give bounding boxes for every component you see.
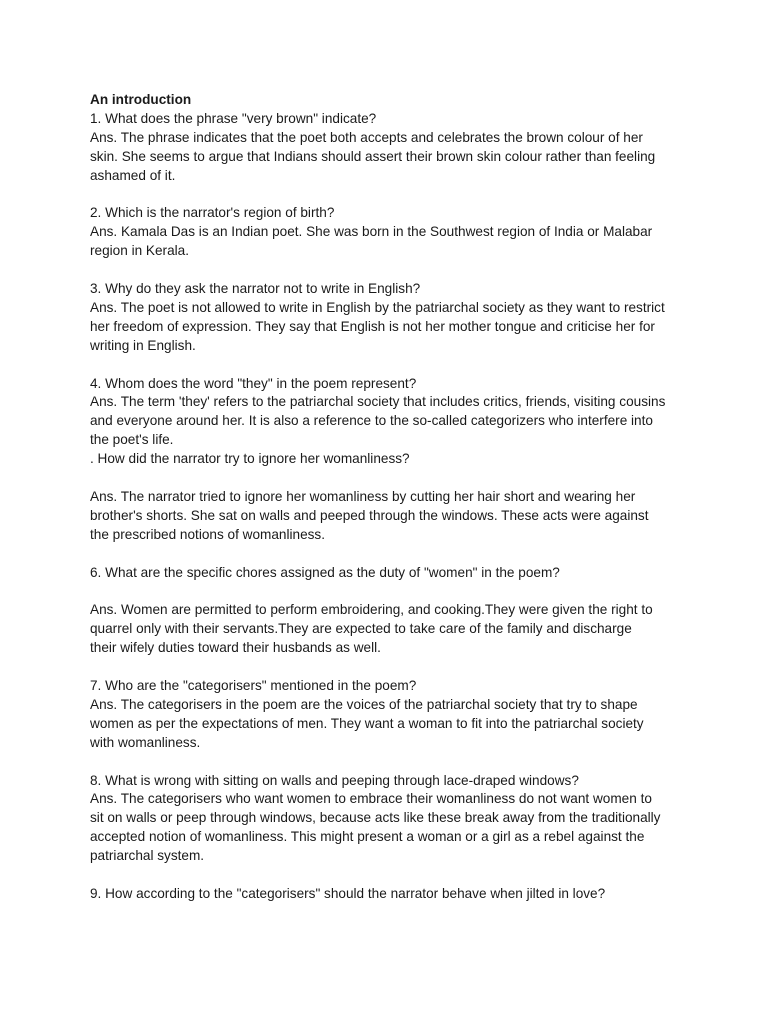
text-line: Ans. The poet is not allowed to write in English by the patriarchal society as they want to restrict (90, 299, 665, 315)
text-line: 7. Who are the "categorisers" mentioned in the poem? (90, 677, 417, 693)
text-line: 8. What is wrong with sitting on walls and peeping through lace-draped windows? (90, 772, 579, 788)
text-line: her freedom of expression. They say that English is not her mother tongue and criticise her for (90, 318, 655, 334)
paragraph-gap (90, 866, 690, 885)
text-line: accepted notion of womanliness. This might present a woman or a girl as a rebel against the (90, 829, 645, 845)
document-page (90, 91, 690, 904)
text-line: with womanliness. (90, 734, 201, 750)
text-line: Ans. Kamala Das is an Indian poet. She was born in the Southwest region of India or Malabar (90, 224, 653, 240)
text-line: 2. Which is the narrator's region of birth? (90, 205, 335, 221)
text-line: 9. How according to the "categorisers" should the narrator behave when jilted in love? (90, 885, 606, 901)
paragraph-gap (90, 582, 690, 601)
text-line: the poet's life. (90, 432, 174, 448)
text-line: quarrel only with their servants.They are expected to take care of the family and discharge (90, 621, 632, 637)
text-line: writing in English. (90, 337, 196, 353)
text-line: Ans. The phrase indicates that the poet both accepts and celebrates the brown colour of her (90, 129, 643, 145)
document-body (90, 110, 690, 904)
text-line: Ans. The narrator tried to ignore her womanliness by cutting her hair short and wearing her (90, 488, 636, 504)
paragraph-gap (90, 753, 690, 772)
paragraph-gap (90, 545, 690, 564)
text-line: 1. What does the phrase "very brown" indicate? (90, 110, 377, 126)
text-line: 6. What are the specific chores assigned as the duty of "women" in the poem? (90, 564, 560, 580)
paragraph-gap (90, 658, 690, 677)
paragraph-gap (90, 186, 690, 205)
text-line: and everyone around her. It is also a reference to the so-called categorizers who interfere into (90, 413, 653, 429)
text-line: region in Kerala. (90, 243, 189, 259)
text-line: Ans. Women are permitted to perform embroidering, and cooking.They were given the right to (90, 602, 653, 618)
text-line: skin. She seems to argue that Indians should assert their brown skin colour rather than feeling (90, 148, 656, 164)
text-line: women as per the expectations of men. They want a woman to fit into the patriarchal society (90, 715, 644, 731)
text-line: ashamed of it. (90, 167, 176, 183)
text-line: Ans. The term 'they' refers to the patriarchal society that includes critics, friends, visiting cousins (90, 394, 666, 410)
paragraph-gap (90, 469, 690, 488)
paragraph-gap (90, 261, 690, 280)
text-line: Ans. The categorisers in the poem are the voices of the patriarchal society that try to shape (90, 696, 638, 712)
document-title: An introduction (90, 92, 192, 107)
text-line: brother's shorts. She sat on walls and peeped through the windows. These acts were against (90, 507, 649, 523)
text-line: the prescribed notions of womanliness. (90, 526, 325, 542)
text-line: 3. Why do they ask the narrator not to write in English? (90, 281, 421, 297)
paragraph-gap (90, 356, 690, 375)
text-line: their wifely duties toward their husbands as well. (90, 640, 381, 656)
text-line: Ans. The categorisers who want women to embrace their womanliness do not want women to (90, 791, 652, 807)
text-line: patriarchal system. (90, 848, 205, 864)
text-line: 4. Whom does the word "they" in the poem represent? (90, 375, 417, 391)
text-line: . How did the narrator try to ignore her womanliness? (90, 451, 410, 467)
text-line: sit on walls or peep through windows, because acts like these break away from the traditionally (90, 810, 661, 826)
